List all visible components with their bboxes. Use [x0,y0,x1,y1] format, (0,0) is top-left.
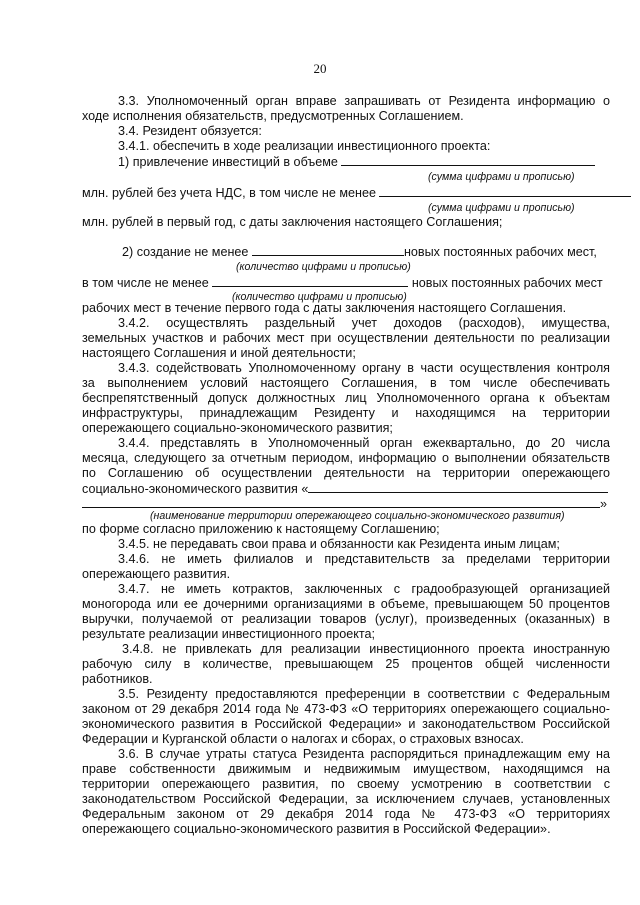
text-line: работников. [82,672,153,686]
text-line: опережающего социально-экономического развития; [82,421,393,435]
first-year-amount-field[interactable] [379,185,631,197]
text-line: 3.4.3. содействовать Уполномоченному органу в части осуществления контроля [118,361,610,375]
text-segment: в том числе не менее [82,276,209,290]
investment-amount-field[interactable] [341,154,595,166]
field-hint: (сумма цифрами и прописью) [428,202,575,214]
text-segment: млн. рублей без учета НДС, в том числе не менее [82,186,376,200]
text-line: рабочих мест в течение первого года с даты заключения настоящего Соглашения. [82,301,567,315]
text-line: 3.4.5. не передавать свои права и обязанности как Резидента иным лицам; [118,537,560,551]
text-line: рабочую силу в количестве, превышающем 25 процентов общей численности [82,657,610,671]
text-line: месяца, следующего за отчетным периодом, информацию о выполнении обязательств [82,451,610,465]
text-line: 3.5. Резиденту предоставляются преференции в соответствии с Федеральным [118,687,610,701]
text-line: 3.4.2. осуществлять раздельный учет доходов (расходов), имущества, [118,316,610,330]
text-line: 3.4. Резидент обязуется: [118,124,262,138]
text-segment: 2) создание не менее [122,245,249,259]
territory-name-field[interactable] [308,481,608,493]
text-segment: 1) привлечение инвестиций в объеме [118,155,338,169]
text-line: 3.4.4. представлять в Уполномоченный орган ежеквартально, до 20 числа [118,436,610,450]
text-line: земельных участков и рабочих мест при осуществлении деятельности по реализации [82,331,610,345]
text-line: настоящего Соглашения и иной деятельности; [82,346,356,360]
territory-line [82,481,610,496]
text-line: Федерации и Курганской области о налогах и сборах, о страховых взносах. [82,732,524,746]
text-line: результате реализации инвестиционного проекта; [82,627,375,641]
text-line: по Соглашению об осуществлении деятельности на территории опережающего [82,466,610,480]
text-line: законом от 29 декабря 2014 года № 473-ФЗ «О территориях опережающего социально- [82,702,610,716]
text-segment: новых постоянных рабочих мест [411,276,603,290]
text-line: опережающего социально-экономического развития в Российской Федерации». [82,822,551,836]
text-line: млн. рублей в первый год, с даты заключения настоящего Соглашения; [82,215,503,229]
text-line: Федеральным законом от 29 декабря 2014 года № 473-ФЗ «О территориях [82,807,610,821]
first-year-jobs-field[interactable] [212,275,408,287]
jobs-line [122,244,640,259]
text-line: опережающего развития. [82,567,231,581]
text-segment: новых постоянных рабочих мест, [403,245,597,259]
text-line: праве собственности движимым и недвижимым имуществом, находящимся на [82,762,610,776]
field-hint: (количество цифрами и прописью) [232,291,407,303]
text-line: 3.3. Уполномоченный орган вправе запрашивать от Резидента информацию о [118,94,610,108]
text-segment: социально-экономического развития « [82,482,309,496]
text-line: моногорода или ее дочерними организациями в объеме, превышающем 50 процентов [82,597,610,611]
text-line: ходе исполнения обязательств, предусмотренных Соглашением. [82,109,464,123]
text-line: 3.4.7. не иметь котрактов, заключенных с градообразующей организацией [118,582,610,596]
text-line: 3.4.6. не иметь филиалов и представительств за пределами территории [118,552,610,566]
field-hint: (сумма цифрами и прописью) [428,171,575,183]
text-line: выручки, получаемой от реализации товаров (услуг), произведенных (оказанных) в [82,612,610,626]
text-line: беспрепятственный допуск должностных лиц Уполномоченного органа к объектам [82,391,610,405]
page-number: 20 [313,61,327,76]
text-line: 3.4.1. обеспечить в ходе реализации инвестиционного проекта: [118,139,491,153]
text-line: законодательством Российской Федерации, за исключением случаев, установленных [82,792,610,806]
text-line: инфраструктуры, принадлежащим Резиденту и находящимся на территории [82,406,610,420]
text-line: экономического развития в Российской Федерации» и законодательством Российской [82,717,610,731]
field-hint: (наименование территории опережающего социально-экономического развития) [150,510,565,522]
text-line: по форме согласно приложению к настоящему Соглашению; [82,522,440,536]
jobs-count-field[interactable] [252,244,404,256]
jobs-line [82,275,610,290]
text-line: за выполнением условий настоящего Соглашения, в том числе обеспечивать [82,376,610,390]
investment-line [118,154,640,169]
territory-name-field-continued[interactable] [82,496,600,508]
text-segment: » [600,497,608,511]
field-hint: (количество цифрами и прописью) [236,261,411,273]
text-line: 3.6. В случае утраты статуса Резидента распорядиться принадлежащим ему на [118,747,610,761]
text-line: 3.4.8. не привлекать для реализации инвестиционного проекта иностранную [122,642,610,656]
investment-line [82,185,610,200]
text-line: территории опережающего развития, по своему усмотрению в соответствии с [82,777,610,791]
